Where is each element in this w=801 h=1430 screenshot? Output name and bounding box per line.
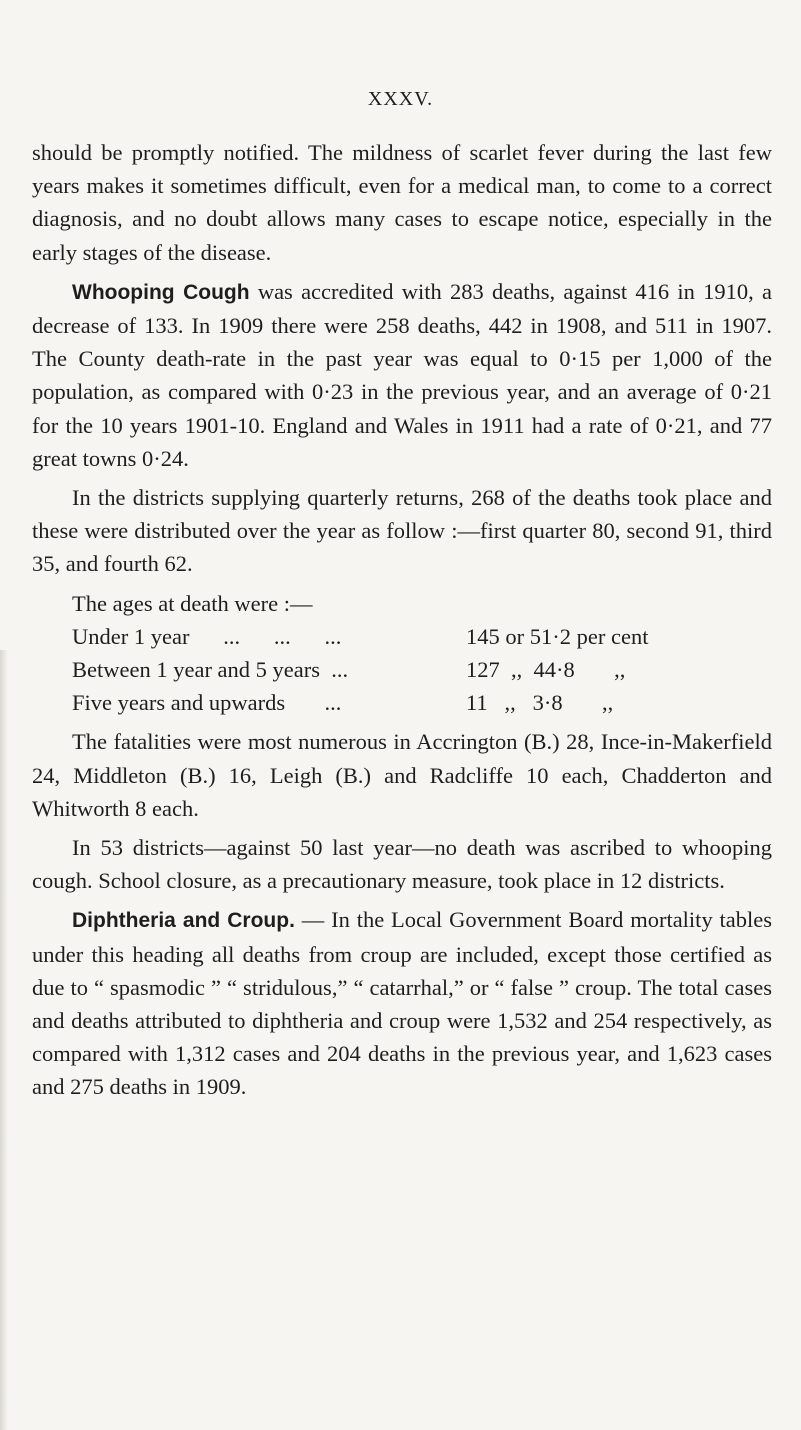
ages-table — [72, 620, 772, 720]
ages-row-label: Under 1 year ... ... ... — [72, 623, 342, 649]
whooping-cough-heading: Whooping Cough — [72, 280, 250, 304]
paragraph-quarterly-returns: In the districts supplying quarterly returns, 268 of the deaths took place and these were distributed over the year as follow :—first quarter 80, second 91, third 35, and fourth 62. — [32, 485, 772, 577]
paragraph-diphtheria — [32, 903, 772, 1103]
ages-row-label: Five years and upwards ... — [72, 690, 342, 716]
diphtheria-text: — In the Local Government Board mortality tables under this heading all deaths from croup are included, except those certified as due to “ spasmodic ” “ stridulous,” “ catarrhal,” or “ false ” croup. The total cases and deaths attributed to diphtheria and croup were 1,532 and 254 respectively, as compared with 1,312 cases and 204 deaths in the previous year, and 1,623 cases and 275 deaths in 1909. — [32, 907, 773, 1100]
diphtheria-heading: Diphtheria and Croup. — [72, 909, 295, 933]
page-number: XXXV. — [367, 88, 434, 110]
paragraph-fatalities: The fatalities were most numerous in Accrington (B.) 28, Ince-in-Makerfield 24, Middleton (B.) 16, Leigh (B.) and Radcliffe 10 each, Chadderton and Whitworth 8 each. — [32, 729, 772, 821]
ages-row — [72, 653, 772, 686]
whooping-cough-text: was accredited with 283 deaths, against 416 in 1910, a decrease of 133. In 1909 there were 258 deaths, 442 in 1908, and 511 in 1907. The County death-rate in the past year was equal to 0·15 per 1,000 of the population, as compared with 0·23 in the previous year, and an average of 0·21 for the 10 years 1901-10. England and Wales in 1911 had a rate of 0·21, and 77 great towns 0·24. — [32, 278, 772, 471]
paragraph-scarlet-fever: should be promptly notified. The mildness of scarlet fever during the last few years makes it sometimes difficult, even for a medical man, to come to a correct diagnosis, and no doubt allows many cases to escape notice, especially in the early stages of the disease. — [32, 140, 772, 265]
paragraph-districts: In 53 districts—against 50 last year—no death was ascribed to whooping cough. School closure, as a precautionary measure, took place in 12 districts. — [32, 835, 772, 894]
ages-row — [72, 686, 772, 719]
page-edge-shadow — [0, 650, 8, 1430]
ages-row-value: 11 ,, 3·8 ,, — [466, 690, 614, 716]
ages-row-value: 145 or 51·2 per cent — [466, 623, 649, 649]
paragraph-ages-intro: The ages at death were :— — [72, 590, 313, 616]
ages-row-value: 127 ,, 44·8 ,, — [466, 657, 626, 683]
page-body — [32, 136, 772, 1104]
ages-row — [72, 620, 772, 653]
paragraph-whooping-cough — [32, 275, 772, 475]
ages-row-label: Between 1 year and 5 years ... — [72, 657, 349, 683]
